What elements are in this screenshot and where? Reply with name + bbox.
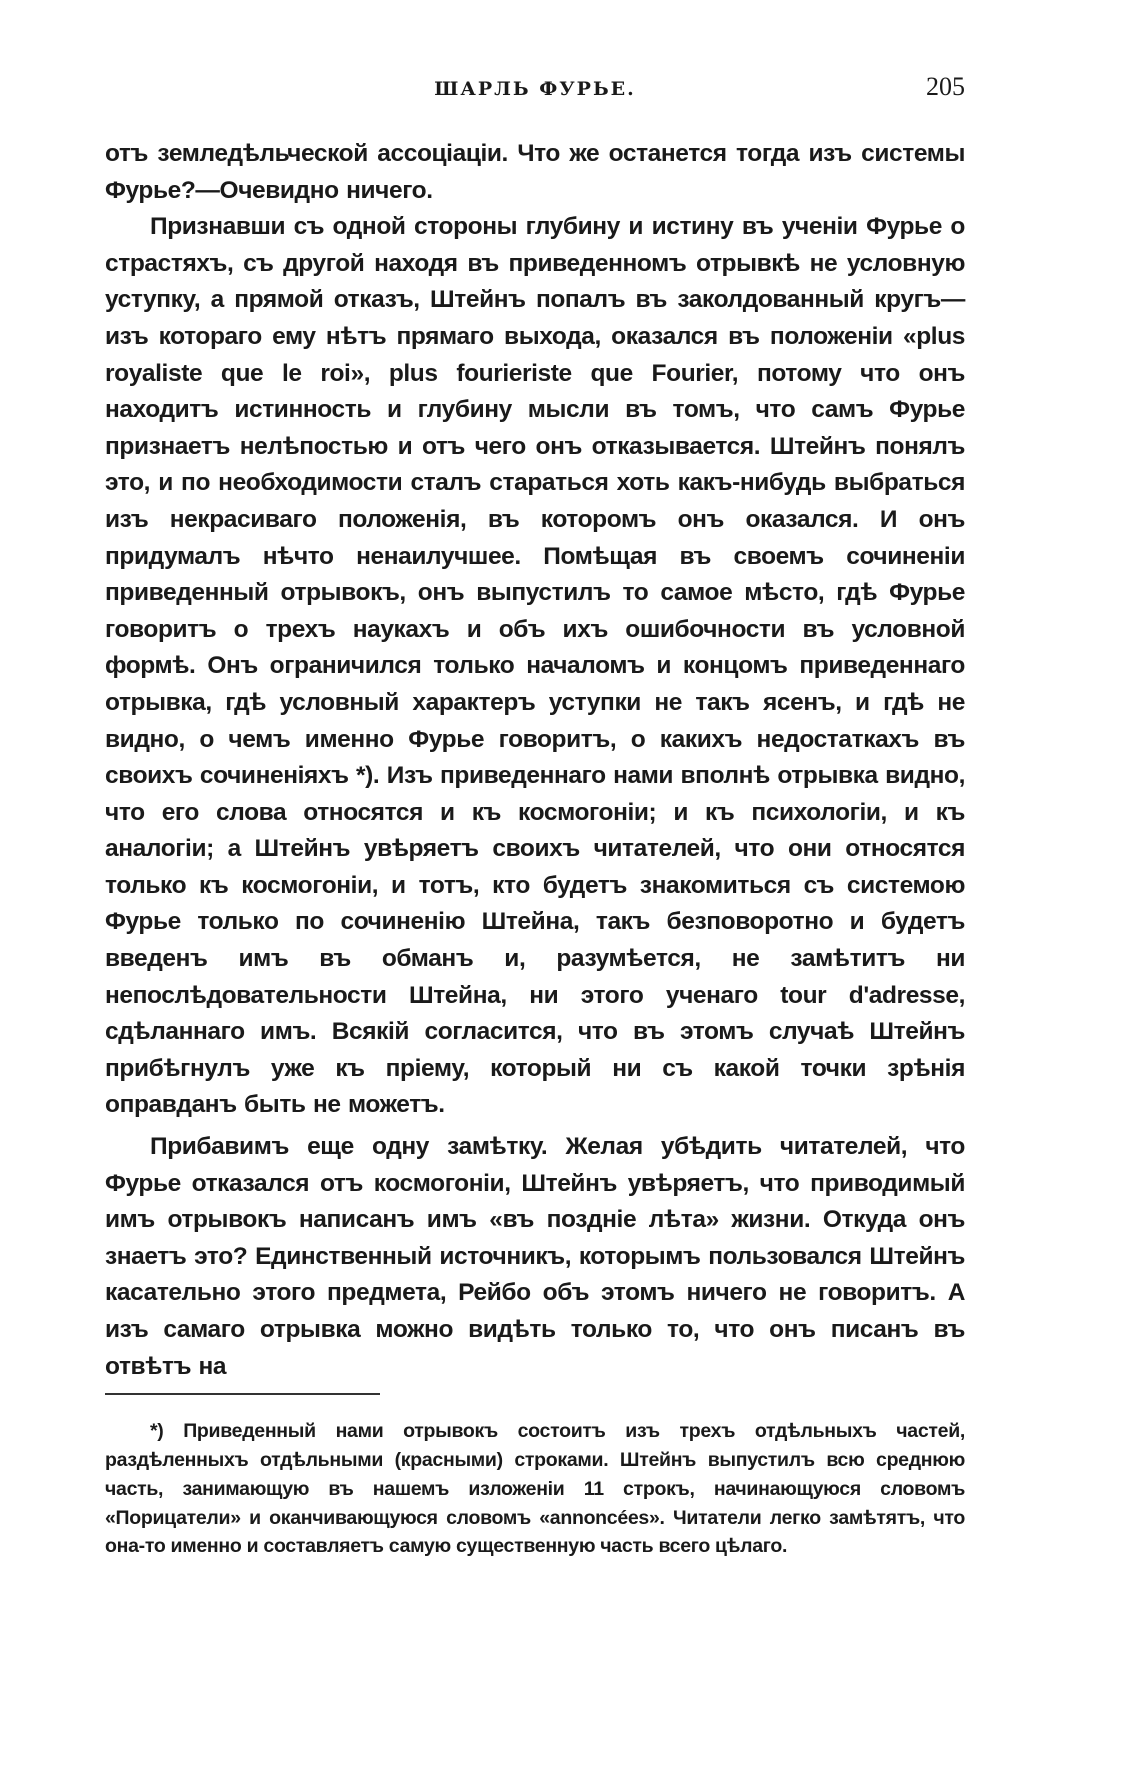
body-text	[105, 136, 965, 1385]
footnote: *) Приведенный нами отрывокъ состоитъ изъ трехъ отдѣльныхъ частей, раздѣленныхъ отдѣльными (красными) строками. Штейнъ выпустилъ всю среднюю часть, занимающую въ нашемъ изложеніи 11 строкъ, начинающуюся словомъ «Порицатели» и оканчивающуюся словомъ «annoncées». Читатели легко замѣтятъ, что она-то именно и составляетъ самую существенную часть всего цѣлаго.	[105, 1420, 965, 1558]
footnote-separator	[105, 1393, 380, 1395]
book-page	[105, 72, 965, 1561]
paragraph: Признавши съ одной стороны глубину и истину въ ученіи Фурье о страстяхъ, съ другой находя въ приведенномъ отрывкѣ не условную уступку, а прямой отказъ, Штейнъ попалъ въ заколдованный кругъ— изъ котораго ему нѣтъ прямаго выхода, оказался въ положеніи «plus royaliste que le roi», plus fourieriste que Fourier, потому что онъ находитъ истинность и глубину мысли въ томъ, что самъ Фурье признаетъ нелѣпостью и отъ чего онъ отказывается. Штейнъ понялъ это, и по необходимости сталъ стараться хоть какъ-нибудь выбраться изъ некрасиваго положенія, въ которомъ онъ оказался. И онъ придумалъ нѣчто ненаилучшее. Помѣщая въ своемъ сочиненіи приведенный отрывокъ, онъ выпустилъ то самое мѣсто, гдѣ Фурье говоритъ о трехъ наукахъ и объ ихъ ошибочности въ условной формѣ. Онъ ограничился только началомъ и концомъ приведеннаго отрывка, гдѣ условный характеръ уступки не такъ ясенъ, и гдѣ не видно, о чемъ именно Фурье говоритъ, о какихъ недостаткахъ въ своихъ сочиненіяхъ *). Изъ приведеннаго нами вполнѣ отрывка видно, что его слова относятся и къ космогоніи; и къ психологіи, и къ аналогіи; а Штейнъ увѣряетъ своихъ читателей, что они относятся только къ космогоніи, и тотъ, кто будетъ знакомиться съ системою Фурье только по сочиненію Штейна, такъ безповоротно и будетъ введенъ имъ въ обманъ и, разумѣется, не замѣтитъ ни непослѣдовательности Штейна, ни этого ученаго tour d'adresse, сдѣланнаго имъ. Всякій согласится, что въ этомъ случаѣ Штейнъ прибѣгнулъ уже къ пріему, который ни съ какой точки зрѣнія оправданъ быть не можетъ.	[105, 213, 965, 1119]
paragraph-continuation: отъ земледѣльческой ассоціаціи. Что же останется тогда изъ системы Фурье?—Очевидно ничего.	[105, 140, 965, 204]
running-title: ШАРЛЬ ФУРЬЕ.	[434, 78, 636, 100]
paragraph: Прибавимъ еще одну замѣтку. Желая убѣдить читателей, что Фурье отказался отъ космогоніи, Штейнъ увѣряетъ, что приводимый имъ отрывокъ написанъ имъ «въ поздніе лѣта» жизни. Откуда онъ знаетъ это? Единственный источникъ, которымъ пользовался Штейнъ касательно этого предмета, Рейбо объ этомъ ничего не говоритъ. А изъ самаго отрывка можно видѣть только то, что онъ писанъ въ отвѣтъ на	[105, 1133, 965, 1380]
running-head	[105, 72, 965, 118]
page-number: 205	[926, 72, 965, 101]
